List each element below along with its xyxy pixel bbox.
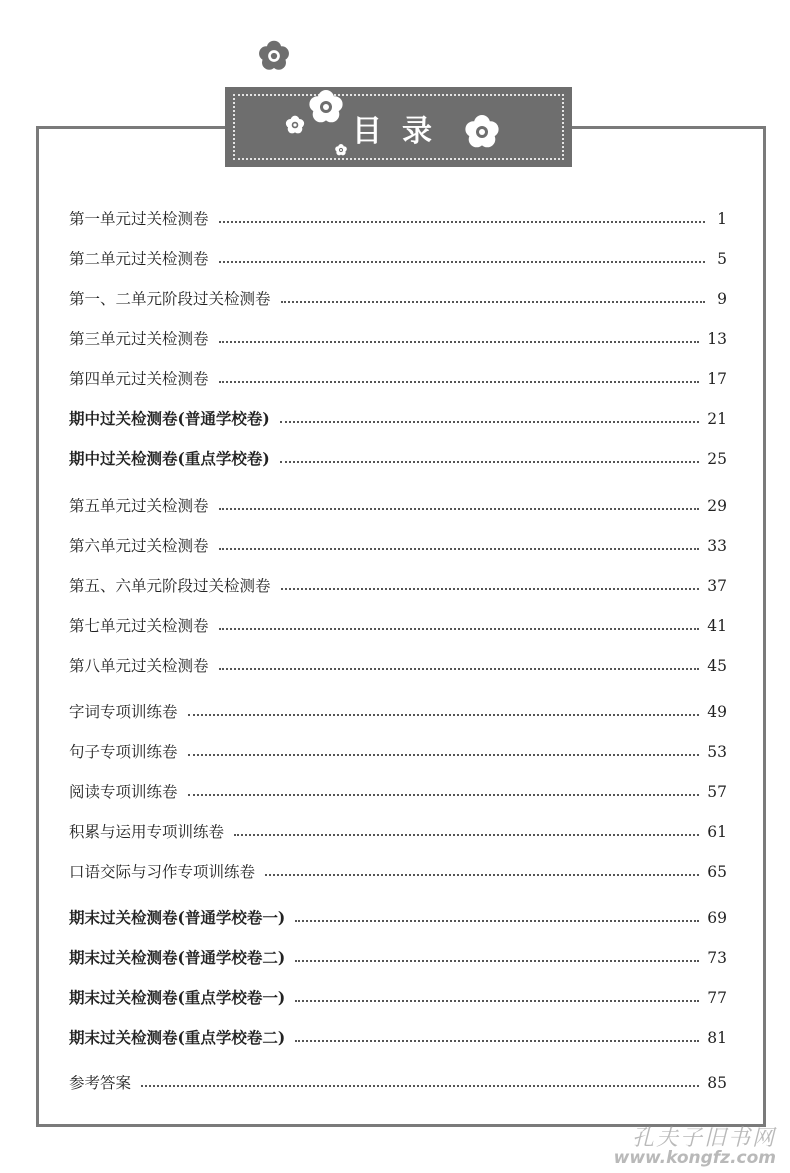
toc-entry-page: 41 bbox=[707, 617, 727, 635]
toc-entry[interactable] bbox=[69, 614, 727, 638]
toc-entry-label: 第一、二单元阶段过关检测卷 bbox=[69, 290, 271, 308]
toc-entry[interactable] bbox=[69, 946, 727, 970]
toc-entry[interactable] bbox=[69, 407, 727, 431]
toc-entry[interactable] bbox=[69, 1026, 727, 1050]
toc-leader-dots bbox=[295, 1040, 699, 1042]
watermark bbox=[566, 1121, 776, 1168]
flower-icon bbox=[462, 112, 502, 152]
toc-entry-label: 期末过关检测卷(普通学校卷二) bbox=[69, 948, 286, 967]
toc-leader-dots bbox=[219, 508, 700, 510]
toc-entry[interactable] bbox=[69, 287, 727, 311]
toc-entry-label: 期末过关检测卷(重点学校卷一) bbox=[69, 988, 286, 1007]
toc-entry-label: 第六单元过关检测卷 bbox=[69, 537, 209, 555]
toc-entry-page: 73 bbox=[707, 949, 727, 967]
toc-entry-page: 85 bbox=[707, 1074, 727, 1092]
toc-entry-page: 29 bbox=[707, 497, 727, 515]
flower-icon bbox=[306, 87, 346, 127]
toc-entry[interactable] bbox=[69, 367, 727, 391]
toc-entry-label: 字词专项训练卷 bbox=[69, 703, 178, 721]
watermark-url: www.kongfz.com bbox=[613, 1148, 776, 1168]
toc-entry[interactable] bbox=[69, 327, 727, 351]
toc-entry-label: 参考答案 bbox=[69, 1074, 132, 1092]
toc-entry[interactable] bbox=[69, 700, 727, 724]
toc-leader-dots bbox=[281, 588, 700, 590]
toc-entry-page: 81 bbox=[707, 1029, 727, 1047]
toc-entry[interactable] bbox=[69, 654, 727, 678]
toc-entry[interactable] bbox=[69, 494, 727, 518]
toc-entry-page: 17 bbox=[707, 370, 727, 388]
toc-entry-label: 第五单元过关检测卷 bbox=[69, 497, 209, 515]
toc-entry-page: 57 bbox=[707, 783, 727, 801]
toc-leader-dots bbox=[265, 874, 699, 876]
toc-entry-page: 9 bbox=[717, 290, 727, 308]
toc-entry-page: 5 bbox=[717, 250, 727, 268]
toc-leader-dots bbox=[141, 1085, 699, 1087]
toc-entry-label: 第四单元过关检测卷 bbox=[69, 370, 209, 388]
toc-leader-dots bbox=[219, 261, 705, 263]
toc-entry-label: 期中过关检测卷(普通学校卷) bbox=[69, 409, 270, 428]
toc-entry-label: 期末过关检测卷(普通学校卷一) bbox=[69, 908, 286, 927]
flower-icon bbox=[334, 143, 348, 157]
toc-entry-label: 第三单元过关检测卷 bbox=[69, 330, 209, 348]
toc-leader-dots bbox=[295, 920, 699, 922]
toc-leader-dots bbox=[219, 668, 700, 670]
toc-entry-label: 第五、六单元阶段过关检测卷 bbox=[69, 577, 271, 595]
toc-leader-dots bbox=[295, 960, 699, 962]
toc-entry-page: 33 bbox=[707, 537, 727, 555]
toc-entry-page: 61 bbox=[707, 823, 727, 841]
toc-leader-dots bbox=[280, 421, 700, 423]
toc-entry-label: 第七单元过关检测卷 bbox=[69, 617, 209, 635]
toc-entry-page: 1 bbox=[717, 210, 727, 228]
toc-leader-dots bbox=[188, 794, 700, 796]
toc-leader-dots bbox=[234, 834, 699, 836]
toc-entry-page: 49 bbox=[707, 703, 727, 721]
toc-entry-label: 期末过关检测卷(重点学校卷二) bbox=[69, 1028, 286, 1047]
toc-leader-dots bbox=[219, 628, 700, 630]
flower-icon bbox=[284, 114, 306, 136]
toc-entry[interactable] bbox=[69, 574, 727, 598]
toc-leader-dots bbox=[295, 1000, 699, 1002]
toc-entry[interactable] bbox=[69, 1071, 727, 1095]
toc-entry-page: 25 bbox=[707, 450, 727, 468]
toc-leader-dots bbox=[219, 548, 700, 550]
toc-entry-label: 第一单元过关检测卷 bbox=[69, 210, 209, 228]
toc-entry-page: 21 bbox=[707, 410, 727, 428]
toc-entry-label: 第八单元过关检测卷 bbox=[69, 657, 209, 675]
toc-entry[interactable] bbox=[69, 906, 727, 930]
toc-leader-dots bbox=[219, 341, 700, 343]
toc-entry-page: 45 bbox=[707, 657, 727, 675]
toc-entry[interactable] bbox=[69, 207, 727, 231]
toc-entry[interactable] bbox=[69, 447, 727, 471]
flower-icon bbox=[256, 38, 292, 74]
toc-entry-label: 期中过关检测卷(重点学校卷) bbox=[69, 449, 270, 468]
toc-entry[interactable] bbox=[69, 986, 727, 1010]
toc-leader-dots bbox=[219, 381, 700, 383]
toc-entry[interactable] bbox=[69, 740, 727, 764]
watermark-text: 孔夫子旧书网 bbox=[631, 1126, 776, 1151]
toc-entry-label: 阅读专项训练卷 bbox=[69, 783, 178, 801]
toc-leader-dots bbox=[280, 461, 700, 463]
page-title: 目录 bbox=[352, 114, 452, 149]
toc-entry-page: 53 bbox=[707, 743, 727, 761]
toc-entry-page: 77 bbox=[707, 989, 727, 1007]
toc-entry-page: 65 bbox=[707, 863, 727, 881]
toc-entry-page: 69 bbox=[707, 909, 727, 927]
toc-entry[interactable] bbox=[69, 860, 727, 884]
toc-leader-dots bbox=[281, 301, 705, 303]
toc-entry-label: 第二单元过关检测卷 bbox=[69, 250, 209, 268]
toc-entry-page: 37 bbox=[707, 577, 727, 595]
toc-entry[interactable] bbox=[69, 534, 727, 558]
toc-entry-label: 积累与运用专项训练卷 bbox=[69, 823, 225, 841]
toc-entry-page: 13 bbox=[707, 330, 727, 348]
toc-leader-dots bbox=[219, 221, 705, 223]
toc-leader-dots bbox=[188, 714, 700, 716]
toc-entry-label: 句子专项训练卷 bbox=[69, 743, 178, 761]
toc-entry[interactable] bbox=[69, 780, 727, 804]
toc-leader-dots bbox=[188, 754, 700, 756]
toc-entry[interactable] bbox=[69, 247, 727, 271]
toc-entry-label: 口语交际与习作专项训练卷 bbox=[69, 863, 256, 881]
toc-entry[interactable] bbox=[69, 820, 727, 844]
